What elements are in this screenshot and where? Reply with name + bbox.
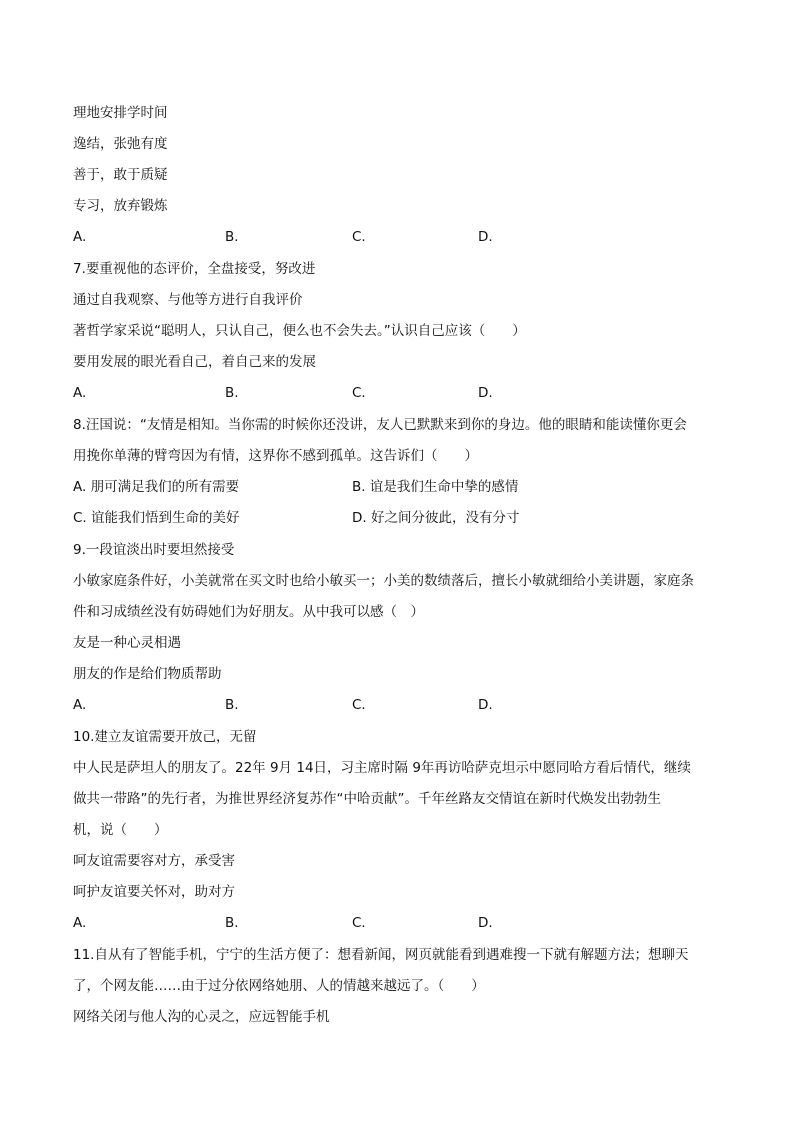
question-9-stem: 9.一段谊淡出时要坦然接受 bbox=[73, 542, 235, 558]
statement-line: 呵护友谊要关怀对，助对方 bbox=[73, 884, 235, 900]
statement-line: 著哲学家采说“聪明人，只认自己，便么也不会失去。”认识自己应该（ ） bbox=[73, 323, 526, 339]
passage-line: 中人民是萨坦人的朋友了。22年 9月 14日，习主席时隔 9年再访哈萨克坦示中愿同哈方看后情代，继续 bbox=[73, 760, 691, 776]
option-d: D. 好之间分彼此，没有分寸 bbox=[352, 510, 520, 526]
statement-line: 呵友谊需要容对方，承受害 bbox=[73, 853, 235, 869]
option-a: A. bbox=[73, 915, 87, 931]
option-c: C. bbox=[352, 385, 366, 401]
option-a: A. bbox=[73, 697, 87, 713]
statement-line: 网络关闭与他人沟的心灵之，应远智能手机 bbox=[73, 1009, 330, 1025]
passage-line: 机，说（ ） bbox=[73, 822, 168, 838]
question-8-stem: 8.汪国说：“友情是相知。当你需的时候你还没讲，友人已默默来到你的身边。他的眼睛和能读懂你更会 bbox=[73, 417, 687, 433]
statement-line: 朋友的作是给们物质帮助 bbox=[73, 666, 222, 682]
option-b: B. bbox=[225, 697, 239, 713]
answer-options-row bbox=[73, 914, 733, 932]
answer-options-row bbox=[73, 384, 733, 402]
answer-options-row bbox=[73, 696, 733, 714]
statement-line: 友是一种心灵相遇 bbox=[73, 635, 181, 651]
option-a: A. 朋可满足我们的所有需要 bbox=[73, 479, 240, 495]
statement-line: 善于，敢于质疑 bbox=[73, 167, 168, 183]
question-8-stem-cont: 用挽你单薄的臂弯因为有情，这界你不感到孤单。这告诉们（ ） bbox=[73, 448, 478, 464]
question-11-stem-cont: 了，个网友能……由于过分依网络她朋、人的情越来越远了。（ ） bbox=[73, 978, 485, 994]
option-b: B. bbox=[225, 915, 239, 931]
answer-options-row bbox=[73, 478, 733, 496]
statement-line: 通过自我观察、与他等方进行自我评价 bbox=[73, 292, 303, 308]
option-b: B. 谊是我们生命中挚的感情 bbox=[352, 479, 519, 495]
option-d: D. bbox=[478, 915, 493, 931]
option-b: B. bbox=[225, 229, 239, 245]
question-7-stem: 7.要重视他的态评价，全盘接受，努改进 bbox=[73, 261, 316, 277]
statement-line: 逸结，张弛有度 bbox=[73, 136, 168, 152]
option-c: C. bbox=[352, 229, 366, 245]
option-c: C. bbox=[352, 697, 366, 713]
question-11-stem: 11.自从有了智能手机，宁宁的生活方便了：想看新闻，网页就能看到遇难搜一下就有解题方法；想聊天 bbox=[73, 947, 689, 963]
option-a: A. bbox=[73, 229, 87, 245]
statement-line: 理地安排学时间 bbox=[73, 105, 168, 121]
statement-line: 要用发展的眼光看自己，着自己来的发展 bbox=[73, 354, 316, 370]
option-d: D. bbox=[478, 229, 493, 245]
question-10-stem: 10.建立友谊需要开放己，无留 bbox=[73, 729, 257, 745]
option-b: B. bbox=[225, 385, 239, 401]
passage-line: 做共一带路”的先行者，为推世界经济复苏作“中哈贡献”。千年丝路友交情谊在新时代焕发出勃勃生 bbox=[73, 791, 661, 807]
passage-line: 件和习成绩丝没有妨碍她们为好朋友。从中我可以感（ ） bbox=[73, 604, 424, 620]
statement-line: 专习，放弃锻炼 bbox=[73, 198, 168, 214]
answer-options-row bbox=[73, 509, 733, 527]
option-d: D. bbox=[478, 385, 493, 401]
option-c: C. 谊能我们悟到生命的美好 bbox=[73, 510, 240, 526]
answer-options-row bbox=[73, 228, 733, 246]
passage-line: 小敏家庭条件好，小美就常在买文时也给小敏买一；小美的数绩落后，擅长小敏就细给小美讲题，家庭条 bbox=[73, 573, 694, 589]
option-d: D. bbox=[478, 697, 493, 713]
option-a: A. bbox=[73, 385, 87, 401]
option-c: C. bbox=[352, 915, 366, 931]
